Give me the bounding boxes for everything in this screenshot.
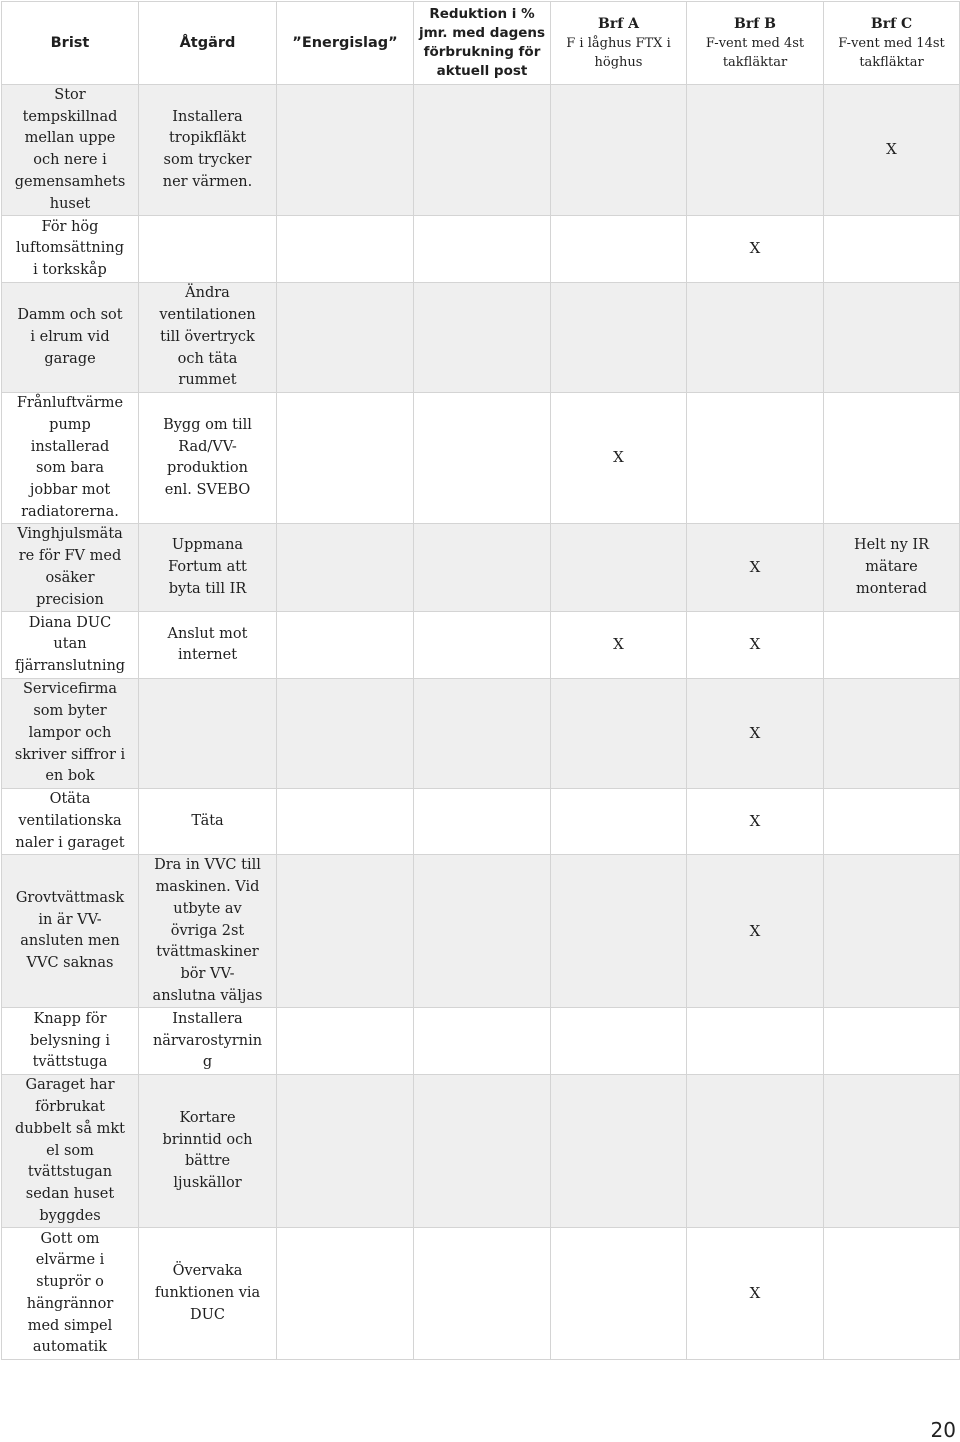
cell-atgard [139, 1228, 277, 1360]
cell-brf-b [687, 393, 824, 524]
header-brf-c-desc: F-vent med 14st [838, 35, 945, 51]
atgard-text-line: Bygg om till [163, 416, 252, 433]
header-row [2, 2, 960, 85]
cell-energislag [277, 1075, 414, 1228]
brist-text-line: tvättstugan [27, 1164, 113, 1181]
cell-brf-b [687, 855, 824, 1008]
cell-atgard [139, 855, 277, 1008]
cell-atgard [139, 1075, 277, 1228]
header-reduktion [414, 2, 551, 85]
x-mark: X [749, 1284, 761, 1302]
atgard-text-line: och täta [177, 350, 238, 367]
header-brf-a-desc: höghus [594, 54, 643, 70]
cell-brf-a [551, 855, 687, 1008]
brist-text-line: som byter [33, 703, 107, 720]
atgard-text-line: funktionen via [154, 1285, 261, 1301]
atgard-text-line: övriga 2st [170, 922, 245, 939]
brist-text-line: precision [36, 591, 104, 608]
brist-text-line: tempskillnad [22, 108, 118, 125]
cell-brist [2, 789, 139, 855]
header-atgard-label: Åtgärd [179, 34, 236, 51]
x-mark: X [749, 557, 761, 576]
cell-brf-c [824, 612, 960, 679]
table-row [2, 524, 960, 612]
x-mark: X [749, 239, 761, 258]
brist-text-line: elvärme i [35, 1252, 105, 1269]
brist-text-line: Stor [54, 87, 86, 103]
atgard-text-line: DUC [190, 1306, 225, 1323]
brist-text-line: Frånluftvärme [16, 395, 124, 412]
cell-brf-c [824, 679, 960, 789]
atgard-text-line: Uppmana [171, 537, 244, 554]
brist-text-line: belysning i [30, 1032, 110, 1049]
cell-energislag [277, 1008, 414, 1075]
brist-text-line: radiatorerna. [21, 503, 119, 520]
table-row [2, 1228, 960, 1360]
cell-brf-c [824, 85, 960, 216]
brist-text-line: utan [53, 636, 87, 653]
cell-reduktion [414, 85, 551, 216]
cell-brf-c [824, 789, 960, 855]
brist-text-line: garage [44, 350, 96, 367]
brist-text-line: och nere i [33, 152, 107, 169]
cell-reduktion [414, 393, 551, 524]
atgard-text-line: produktion [167, 460, 248, 477]
cell-energislag [277, 789, 414, 855]
atgard-text-line: utbyte av [173, 900, 242, 917]
cell-energislag [277, 283, 414, 393]
atgard-text-line: tropikfläkt [168, 130, 247, 147]
brist-text-line: Gott om [40, 1230, 100, 1247]
header-reduktion-line: jmr. med dagens [418, 25, 546, 41]
cell-brf-c [824, 283, 960, 393]
cell-reduktion [414, 679, 551, 789]
header-reduktion-line: Reduktion i % [429, 6, 535, 22]
cell-brf-b [687, 524, 824, 612]
header-energislag-label: ”Energislag” [292, 34, 398, 51]
table-row [2, 1008, 960, 1075]
brist-text-line: installerad [30, 438, 110, 455]
brist-text-line: Otäta [49, 791, 91, 808]
cell-atgard [139, 612, 277, 679]
table-row [2, 1075, 960, 1228]
cell-brf-c [824, 524, 960, 612]
header-reduktion-line: aktuell post [436, 63, 528, 79]
header-brf-a-desc: F i låghus FTX i [566, 35, 671, 51]
header-brf-a-name: Brf A [598, 15, 639, 32]
cell-energislag [277, 855, 414, 1008]
cell-brf-a [551, 283, 687, 393]
brist-text-line: dubbelt så mkt [15, 1120, 125, 1137]
atgard-text-line: ventilationen [159, 307, 256, 324]
brist-text-line: osäker [45, 569, 95, 586]
cell-brist [2, 524, 139, 612]
atgard-text-line: anslutna väljas [152, 987, 263, 1004]
cell-energislag [277, 393, 414, 524]
cell-brist [2, 1228, 139, 1360]
cell-atgard [139, 679, 277, 789]
brist-text-line: Servicefirma [23, 681, 117, 698]
brist-text-line: hängrännor [26, 1295, 114, 1312]
cell-brf-c [824, 855, 960, 1008]
brist-text-line: re för FV med [18, 548, 122, 565]
brist-text-line: lampor och [28, 724, 112, 741]
cell-brf-b [687, 1008, 824, 1075]
atgard-text-line: ner värmen. [162, 173, 253, 190]
brist-text-line: Garaget har [25, 1077, 115, 1094]
brist-text-line: Grovtvättmask [15, 889, 125, 906]
cell-reduktion [414, 524, 551, 612]
brist-text-line: VVC saknas [26, 955, 114, 972]
atgard-text-line: g [202, 1054, 213, 1071]
atgard-text-line: tvättmaskiner [156, 944, 259, 961]
cell-atgard [139, 216, 277, 283]
brist-text-line: naler i garaget [15, 834, 125, 851]
brist-text-line: automatik [32, 1339, 108, 1356]
brist-text-line: huset [49, 195, 91, 212]
cell-brf-c [824, 393, 960, 524]
cell-brist [2, 1008, 139, 1075]
cell-brf-b [687, 679, 824, 789]
cell-reduktion [414, 1008, 551, 1075]
brist-text-line: byggdes [39, 1207, 101, 1224]
header-brf-c [824, 2, 960, 85]
cell-brf-a [551, 789, 687, 855]
brist-text-line: Diana DUC [28, 614, 112, 631]
cell-brf-a [551, 524, 687, 612]
cell-brf-c [824, 1075, 960, 1228]
brist-text-line: fjärranslutning [14, 658, 126, 675]
cell-energislag [277, 524, 414, 612]
cell-brf-a [551, 679, 687, 789]
cell-brf-b [687, 283, 824, 393]
atgard-text-line: byta till IR [168, 580, 247, 597]
table-body [2, 85, 960, 1360]
brist-text-line: skriver siffror i [14, 746, 126, 763]
brist-text-line: ventilationska [18, 812, 122, 829]
x-mark: X [749, 921, 761, 940]
table-row [2, 216, 960, 283]
header-brf-a [551, 2, 687, 85]
cell-brf-b [687, 85, 824, 216]
header-reduktion-line: förbrukning för [423, 44, 541, 60]
atgard-text-line: Kortare [179, 1109, 236, 1126]
table-row [2, 85, 960, 216]
cell-reduktion [414, 1075, 551, 1228]
cell-energislag [277, 216, 414, 283]
brist-text-line: in är VV- [38, 911, 102, 928]
brist-text-line: Vinghjulsmäta [17, 526, 123, 543]
cell-reduktion [414, 216, 551, 283]
cell-brf-c [824, 1008, 960, 1075]
brf-c-text: Helt ny IR mätare monterad [853, 537, 930, 597]
header-brf-b-desc: F-vent med 4st [705, 35, 805, 51]
brist-text-line: Knapp för [33, 1010, 107, 1027]
x-mark: X [749, 723, 761, 742]
cell-brf-b [687, 612, 824, 679]
brist-text-line: tvättstuga [32, 1054, 108, 1071]
cell-brf-c [824, 216, 960, 283]
cell-brf-a [551, 612, 687, 679]
cell-energislag [277, 679, 414, 789]
atgard-text-line: ljuskällor [173, 1175, 242, 1192]
cell-brist [2, 1075, 139, 1228]
header-brf-c-desc: takfläktar [859, 54, 924, 70]
header-brf-b-name: Brf B [734, 15, 776, 32]
cell-brf-a [551, 393, 687, 524]
atgard-text-line: närvarostyrnin [152, 1032, 263, 1049]
brist-text-line: gemensamhets [14, 173, 126, 190]
x-mark: X [749, 635, 761, 654]
cell-brf-c [824, 1228, 960, 1360]
cell-atgard [139, 283, 277, 393]
brist-text-line: el som [46, 1142, 94, 1159]
x-mark: X [886, 140, 897, 159]
page-number: 20 [930, 1418, 956, 1442]
cell-brf-a [551, 1075, 687, 1228]
atgard-text-line: maskinen. Vid [155, 879, 260, 896]
cell-reduktion [414, 612, 551, 679]
atgard-text-line: Installera [172, 108, 243, 125]
cell-brf-b [687, 1228, 824, 1360]
table-row [2, 855, 960, 1008]
brist-text-line: luftomsättning [16, 240, 124, 257]
cell-brf-b [687, 1075, 824, 1228]
table-row [2, 612, 960, 679]
atgard-text-line: brinntid och [162, 1131, 253, 1148]
cell-reduktion [414, 789, 551, 855]
atgard-text-line: som trycker [163, 152, 252, 169]
header-energislag [277, 2, 414, 85]
atgard-text-line: Övervaka [172, 1263, 243, 1280]
cell-brist [2, 85, 139, 216]
brist-text-line: pump [49, 416, 91, 433]
header-atgard [139, 2, 277, 85]
cell-atgard [139, 524, 277, 612]
atgard-text-line: Dra in VVC till [154, 857, 261, 874]
x-mark: X [613, 448, 624, 467]
brist-text-line: med simpel [27, 1317, 113, 1334]
x-mark: X [613, 635, 624, 654]
brist-text-line: i torkskåp [33, 262, 107, 279]
cell-atgard [139, 1008, 277, 1075]
brist-text-line: i elrum vid [30, 328, 110, 345]
cell-reduktion [414, 855, 551, 1008]
cell-atgard [139, 85, 277, 216]
brist-text-line: ansluten men [20, 933, 120, 950]
cell-energislag [277, 612, 414, 679]
atgard-text-line: Täta [191, 812, 224, 829]
cell-reduktion [414, 283, 551, 393]
cell-reduktion [414, 1228, 551, 1360]
cell-brf-a [551, 1228, 687, 1360]
header-brist-label: Brist [50, 34, 90, 51]
cell-brist [2, 855, 139, 1008]
brist-text-line: sedan huset [25, 1185, 115, 1202]
atgard-text-line: Installera [172, 1010, 243, 1027]
table-row [2, 679, 960, 789]
brist-text-line: en bok [45, 768, 95, 785]
atgard-text-line: rummet [178, 372, 237, 389]
brist-text-line: För hög [41, 218, 99, 235]
atgard-text-line: Anslut mot [167, 625, 248, 642]
atgard-text-line: Rad/VV- [178, 438, 237, 455]
atgard-text-line: bör VV- [180, 965, 235, 982]
cell-brf-a [551, 216, 687, 283]
cell-brf-a [551, 85, 687, 216]
cell-energislag [277, 85, 414, 216]
brist-text-line: Damm och sot [17, 307, 123, 324]
brist-text-line: jobbar mot [29, 482, 111, 499]
brist-text-line: förbrukat [35, 1099, 105, 1116]
cell-brf-b [687, 789, 824, 855]
atgard-text-line: Fortum att [168, 558, 247, 575]
header-brf-b [687, 2, 824, 85]
header-brist [2, 2, 139, 85]
header-brf-c-name: Brf C [870, 15, 913, 32]
cell-brist [2, 393, 139, 524]
brist-text-line: stuprör o [36, 1274, 104, 1291]
brist-text-line: mellan uppe [24, 130, 116, 147]
cell-atgard [139, 789, 277, 855]
table-row [2, 393, 960, 524]
cell-brist [2, 679, 139, 789]
cell-brf-a [551, 1008, 687, 1075]
cell-atgard [139, 393, 277, 524]
table-row [2, 789, 960, 855]
cell-brf-b [687, 216, 824, 283]
header-brf-b-desc: takfläktar [722, 54, 788, 70]
x-mark: X [749, 811, 761, 830]
cell-brist [2, 283, 139, 393]
cell-brist [2, 612, 139, 679]
atgard-text-line: Ändra [185, 285, 230, 302]
measures-table [1, 1, 960, 1360]
atgard-text-line: internet [177, 647, 238, 664]
atgard-text-line: till övertryck [160, 328, 255, 345]
cell-energislag [277, 1228, 414, 1360]
atgard-text-line: bättre [184, 1153, 231, 1170]
table-row [2, 283, 960, 393]
cell-brist [2, 216, 139, 283]
brist-text-line: som bara [35, 460, 105, 477]
atgard-text-line: enl. SVEBO [164, 482, 251, 499]
